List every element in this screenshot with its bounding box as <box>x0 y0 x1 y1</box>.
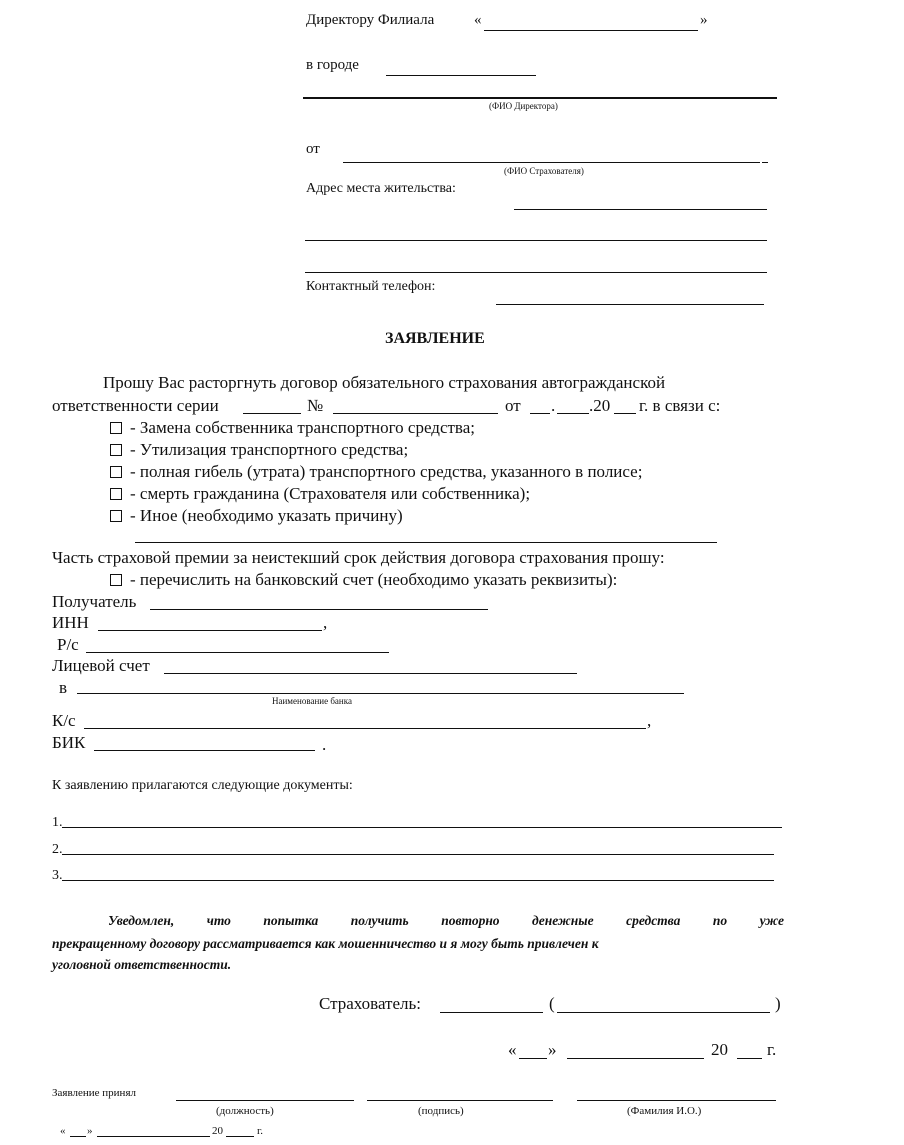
paren-open: ( <box>549 994 555 1013</box>
checkbox[interactable] <box>110 466 122 478</box>
doc-item-field[interactable] <box>62 880 774 881</box>
branch-field[interactable] <box>484 30 698 31</box>
premium-text: Часть страховой премии за неистекший срок действия договора страхования прошу: <box>52 548 665 567</box>
date-month-field[interactable] <box>557 413 589 414</box>
doc-item-field[interactable] <box>62 854 774 855</box>
date-day-field[interactable] <box>530 413 550 414</box>
bank-name-field[interactable] <box>77 693 684 694</box>
checkbox[interactable] <box>110 444 122 456</box>
recipient-label: Получатель <box>52 592 137 611</box>
reason-item[interactable]: - Утилизация транспортного средства; <box>110 441 408 458</box>
number-sign: № <box>307 396 324 415</box>
full-name-field[interactable] <box>577 1100 776 1101</box>
doc-item-number: 3. <box>52 868 63 883</box>
doc-item-number: 2. <box>52 842 63 857</box>
insured-caption: (ФИО Страхователя) <box>504 166 584 176</box>
reason-item[interactable]: - смерть гражданина (Страхователя или собственника); <box>110 485 530 502</box>
received-label: Заявление принял <box>52 1087 136 1099</box>
account-field[interactable] <box>86 652 389 653</box>
director-name-field[interactable] <box>303 97 777 99</box>
date-year-field[interactable] <box>614 413 636 414</box>
checkbox[interactable] <box>110 574 122 586</box>
insured-signature-field[interactable] <box>440 1012 543 1013</box>
insured-name-dash <box>762 162 768 163</box>
address-field-2[interactable] <box>305 240 767 241</box>
city-field[interactable] <box>386 75 536 76</box>
bik-field[interactable] <box>94 750 315 751</box>
personal-account-label: Лицевой счет <box>52 656 150 675</box>
insured-name-signature-field[interactable] <box>557 1012 770 1013</box>
sign-day-field[interactable] <box>519 1058 547 1059</box>
sign-year-suffix: г. <box>767 1040 777 1059</box>
documents-heading: К заявлению прилагаются следующие документы: <box>52 778 353 793</box>
corr-account-field[interactable] <box>84 728 646 729</box>
series-field[interactable] <box>243 413 301 414</box>
from-label: от <box>306 141 320 157</box>
sign-quote-close: » <box>548 1040 557 1059</box>
inn-comma: , <box>323 613 328 632</box>
position-caption: (должность) <box>216 1105 274 1117</box>
sign-month-field[interactable] <box>567 1058 704 1059</box>
city-label: в городе <box>306 57 359 73</box>
notice-line-3: уголовной ответственности. <box>52 957 232 972</box>
received-month-field[interactable] <box>97 1136 210 1137</box>
account-label: Р/с <box>57 635 79 654</box>
bik-period: . <box>322 735 327 754</box>
intro-tail: г. в связи с: <box>639 396 721 415</box>
date-from-label: от <box>505 396 521 415</box>
recipient-field[interactable] <box>150 609 488 610</box>
document-title: ЗАЯВЛЕНИЕ <box>385 330 485 347</box>
address-field-1[interactable] <box>514 209 767 210</box>
bank-in-label: в <box>59 678 68 697</box>
quote-open: « <box>474 12 482 28</box>
sign-quote-open: « <box>508 1040 517 1059</box>
notice-line-1: Уведомлен, что попытка получить повторно денежные средства по уже <box>108 913 784 928</box>
other-reason-field[interactable] <box>135 542 717 543</box>
reason-item[interactable]: - полная гибель (утрата) транспортного средства, указанного в полисе; <box>110 463 642 480</box>
doc-item-number: 1. <box>52 815 63 830</box>
notice-line-2: прекращенному договору рассматривается как мошенничество и я могу быть привлечен к <box>52 936 599 951</box>
position-field[interactable] <box>176 1100 354 1101</box>
signature-field[interactable] <box>367 1100 553 1101</box>
received-date-quote-close: » <box>87 1125 93 1137</box>
date-year-prefix: .20 <box>589 396 611 415</box>
address-field-3[interactable] <box>305 272 767 273</box>
checkbox[interactable] <box>110 510 122 522</box>
inn-label: ИНН <box>52 613 89 632</box>
addressee-label: Директору Филиала <box>306 12 435 28</box>
doc-item-field[interactable] <box>62 827 782 828</box>
director-caption: (ФИО Директора) <box>489 101 558 111</box>
policy-number-field[interactable] <box>333 413 498 414</box>
received-date-quote-open: « <box>60 1125 66 1137</box>
address-label: Адрес места жительства: <box>306 181 456 196</box>
quote-close: » <box>700 12 708 28</box>
sign-year-prefix: 20 <box>711 1040 728 1059</box>
intro-line-1: Прошу Вас расторгнуть договор обязательного страхования автогражданской <box>103 373 666 392</box>
received-year-suffix: г. <box>257 1125 264 1137</box>
phone-label: Контактный телефон: <box>306 279 436 294</box>
phone-field[interactable] <box>496 304 764 305</box>
intro-series-label: ответственности серии <box>52 396 219 415</box>
received-year-field[interactable] <box>226 1136 254 1137</box>
insured-signature-label: Страхователь: <box>319 994 421 1013</box>
date-dot: . <box>551 396 556 415</box>
checkbox[interactable] <box>110 422 122 434</box>
personal-account-field[interactable] <box>164 673 577 674</box>
corr-comma: , <box>647 711 652 730</box>
insured-name-field[interactable] <box>343 162 760 163</box>
reason-item[interactable]: - Замена собственника транспортного средства; <box>110 419 475 436</box>
received-year-prefix: 20 <box>212 1125 223 1137</box>
checkbox[interactable] <box>110 488 122 500</box>
received-day-field[interactable] <box>70 1136 86 1137</box>
full-name-caption: (Фамилия И.О.) <box>627 1105 702 1117</box>
inn-field[interactable] <box>98 630 322 631</box>
transfer-option[interactable]: - перечислить на банковский счет (необходимо указать реквизиты): <box>110 571 617 588</box>
sign-year-field[interactable] <box>737 1058 762 1059</box>
bank-caption: Наименование банка <box>272 696 352 706</box>
signature-caption: (подпись) <box>418 1105 464 1117</box>
paren-close: ) <box>775 994 781 1013</box>
reason-item[interactable]: - Иное (необходимо указать причину) <box>110 507 403 524</box>
bik-label: БИК <box>52 733 86 752</box>
corr-account-label: К/с <box>52 711 76 730</box>
